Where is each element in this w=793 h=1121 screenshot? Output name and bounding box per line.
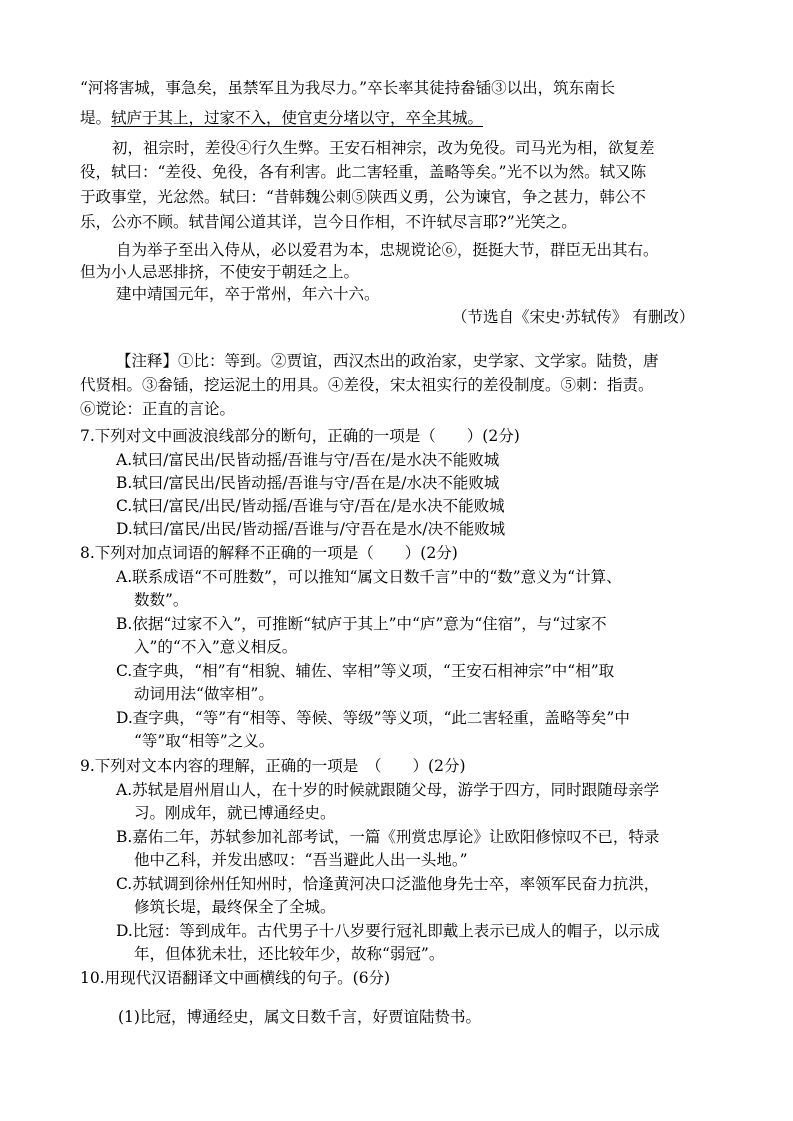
q8-option-b-line-1: B.依据“过家不入”，可推断“轼庐于其上”中“庐”意为“住宿”，与“过家不 — [116, 615, 607, 633]
q9-option-b-line-1: B.嘉佑二年，苏轼参加礼部考试，一篇《刑赏忠厚论》让欧阳修惊叹不已，特录 — [116, 828, 660, 846]
q8-option-a-line-2: 数数”。 — [134, 591, 189, 609]
q7-option-c: C.轼曰/富民/出民/皆动摇/吾谁与守/吾在/是水决不能败城 — [116, 497, 505, 515]
q9-option-c-line-2: 修筑长堤，最终保全了全城。 — [134, 898, 336, 916]
passage-line-3: 初，祖宗时，差役④行久生弊。王安石相神宗，改为免役。司马光为相，欲复差 — [112, 139, 655, 157]
q7-option-d: D.轼曰/富民/出民/皆动摇/吾谁与/守吾在是水/决不能败城 — [116, 520, 506, 538]
q10-stem: 10.用现代汉语翻译文中画横线的句子。(6分) — [80, 969, 391, 987]
q9-option-d-line-1: D.比冠：等到成年。古代男子十八岁要行冠礼即戴上表示已成人的帽子，以示成 — [116, 922, 660, 940]
q8-option-a-line-1: A.联系成语“不可胜数”，可以推知“属文日数千言”中的“数”意义为“计算、 — [116, 568, 622, 586]
notes-line-1: 【注释】①比：等到。②贾谊，西汉杰出的政治家，史学家、文学家。陆贽，唐 — [116, 352, 659, 370]
q9-stem: 9.下列对文本内容的理解，正确的一项是 （ ）(2分) — [80, 757, 466, 775]
q9-option-d-line-2: 年，但体犹未壮，还比较年少，故称“弱冠”。 — [134, 945, 445, 963]
passage-line-4: 役，轼曰：“差役、免役，各有利害。此二害轻重，盖略等矣。”光不以为然。轼又陈 — [80, 163, 647, 181]
passage-source: （节选自《宋史·苏轼传》 有删改） — [452, 308, 695, 326]
q7-stem: 7.下列对文中画波浪线部分的断句，正确的一项是（ ）(2分) — [80, 427, 520, 445]
underlined-sentence: 轼庐于其上，过家不入，使官吏分堵以守，卒全其城。 — [111, 109, 484, 127]
q10-sub-1: (1)比冠，博通经史，属文日数千言，好贾谊陆贽书。 — [118, 1008, 481, 1026]
notes-line-3: ⑥谠论：正直的言论。 — [80, 400, 236, 418]
passage-line-2-prefix: 堤。 — [80, 109, 112, 127]
passage-line-9: 建中靖国元年，卒于常州，年六十六。 — [116, 285, 380, 303]
passage-line-2 — [80, 108, 483, 128]
q8-option-c-line-1: C.查字典，“相”有“相貌、辅佐、宰相”等义项，“王安石相神宗”中“相”取 — [116, 662, 615, 680]
q9-option-a-line-1: A.苏轼是眉州眉山人，在十岁的时候就跟随父母，游学于四方，同时跟随母亲学 — [116, 781, 660, 799]
notes-line-2: 代贤相。③畚锸，挖运泥土的用具。④差役，宋太祖实行的差役制度。⑤刺：指责。 — [80, 376, 654, 394]
q9-option-c-line-1: C.苏轼调到徐州任知州时，恰逢黄河决口泛滥他身先士卒，率领军民奋力抗洪， — [116, 875, 660, 893]
passage-line-8: 但为小人忌恶排挤，不使安于朝廷之上。 — [80, 263, 360, 281]
q9-option-a-line-2: 习。刚成年，就已博通经史。 — [134, 804, 336, 822]
q8-option-d-line-2: “等”取“相等”之义。 — [134, 732, 275, 750]
q9-option-b-line-2: 他中乙科，并发出感叹：“吾当避此人出一头地。” — [134, 851, 468, 869]
q8-option-d-line-1: D.查字典，“等”有“相等、等候、等级”等义项，“此二害轻重，盖略等矣”中 — [116, 709, 630, 727]
passage-line-6: 乐，公亦不顾。轼昔闻公道其详，岂今日作相，不许轼尽言耶?”光笑之。 — [80, 213, 577, 231]
passage-line-7: 自为举子至出入侍从，必以爱君为本，忠规谠论⑥，挺挺大节，群臣无出其右。 — [116, 241, 659, 259]
q7-option-a: A.轼曰/富民出/民皆动摇/吾谁与守/吾在/是水决不能败城 — [116, 451, 500, 469]
q8-option-b-line-2: 入”的“不入”意义相反。 — [134, 638, 298, 656]
q7-option-b: B.轼曰/富民出/民皆动摇/吾谁与守/吾在是/水决不能败城 — [116, 474, 500, 492]
q8-option-c-line-2: 动词用法“做宰相”。 — [134, 685, 274, 703]
passage-line-1: “河将害城，事急矣，虽禁军且为我尽力。”卒长率其徒持畚锸③以出，筑东南长 — [80, 79, 616, 97]
q8-stem: 8.下列对加点词语的解释不正确的一项是（ ）(2分) — [80, 544, 458, 562]
passage-line-5: 于政事堂，光忿然。轼曰：“昔韩魏公刺⑤陕西义勇，公为谏官，争之甚力，韩公不 — [80, 188, 646, 206]
